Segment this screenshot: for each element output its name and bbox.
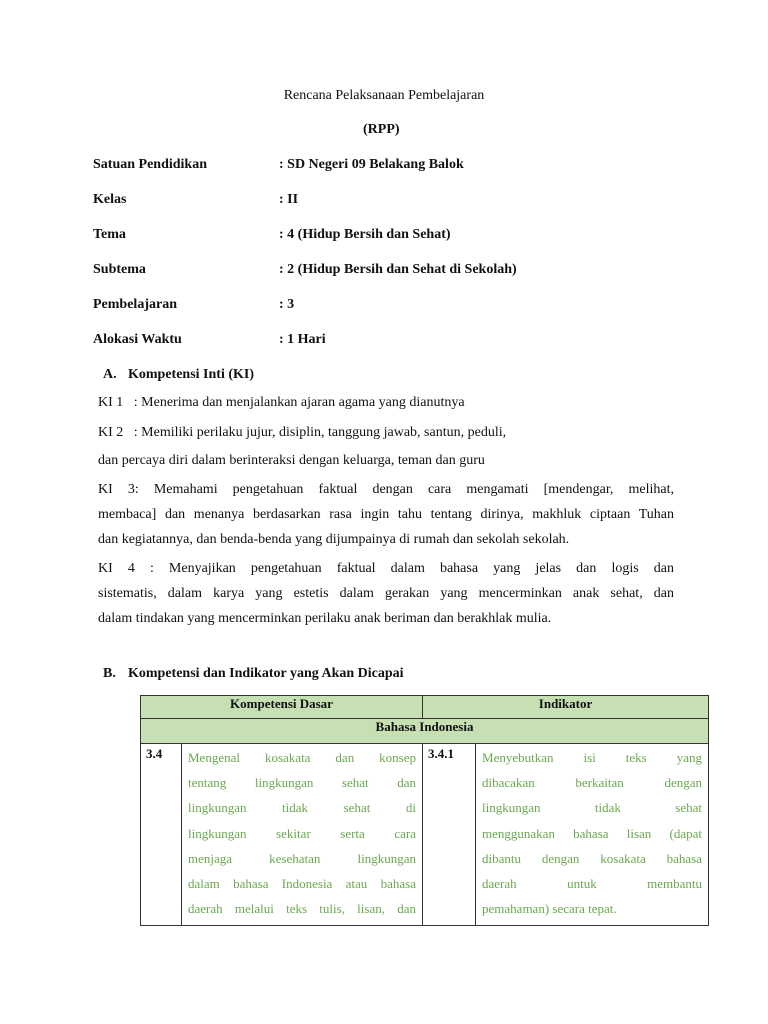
identity-label-tema: Tema: [93, 227, 126, 242]
identity-label-subtema: Subtema: [93, 262, 146, 277]
kd-line: Mengenal kosakata dan konsep: [188, 750, 417, 765]
identity-label-alokasi: Alokasi Waktu: [93, 332, 182, 347]
ki2-line1: KI 2 : Memiliki perilaku jujur, disiplin, tanggung jawab, santun, peduli,: [98, 425, 507, 440]
ki3-line1: KI 3: Memahami pengetahuan faktual dengan cara mengamati [mendengar, melihat,: [98, 482, 674, 497]
table-row: [141, 744, 709, 926]
kd-line: tentang lingkungan sehat dan: [188, 775, 417, 791]
identity-value-satuan: : SD Negeri 09 Belakang Balok: [279, 157, 464, 172]
table-header-row: [141, 696, 709, 719]
identity-label-kelas: Kelas: [93, 192, 127, 207]
document-title: Rencana Pelaksanaan Pembelajaran: [283, 88, 485, 103]
ki4-line2: sistematis, dalam karya yang estetis dalam gerakan yang mencerminkan anak sehat, dan: [98, 586, 674, 601]
identity-value-subtema: : 2 (Hidup Bersih dan Sehat di Sekolah): [279, 262, 517, 277]
indicator-line: menggunakan bahasa lisan (dapat: [482, 825, 703, 841]
section-b-title: Kompetensi dan Indikator yang Akan Dicapai: [128, 666, 404, 681]
ki1-text: KI 1 : Menerima dan menjalankan ajaran agama yang dianutnya: [98, 395, 465, 410]
indicator-line: Menyebutkan isi teks yang: [482, 750, 703, 765]
ki2-line2: dan percaya diri dalam berinteraksi dengan keluarga, teman dan guru: [98, 453, 485, 468]
header-indikator: Indikator: [423, 696, 709, 719]
kd-line: lingkungan tidak sehat di: [188, 800, 417, 816]
section-a-heading: [103, 367, 254, 383]
kd-line: daerah melalui teks tulis, lisan, dan: [188, 901, 417, 917]
ki4-line3: dalam tindakan yang mencerminkan perilaku anak beriman dan berakhlak mulia.: [98, 611, 552, 626]
document-subtitle: (RPP): [363, 122, 400, 137]
indicator-line: dibantu dengan kosakata bahasa: [482, 850, 703, 866]
indicator-number: 3.4.1: [423, 744, 476, 926]
section-a-title: Kompetensi Inti (KI): [128, 367, 254, 382]
kd-line: dalam bahasa Indonesia atau bahasa: [188, 876, 417, 892]
identity-label-pembelajaran: Pembelajaran: [93, 297, 177, 312]
table-subject-row: [141, 719, 709, 744]
subject-bahasa-indonesia: Bahasa Indonesia: [141, 719, 709, 744]
section-b-heading: [103, 666, 404, 682]
competency-table: [140, 695, 709, 926]
identity-value-tema: : 4 (Hidup Bersih dan Sehat): [279, 227, 451, 242]
indicator-line: lingkungan tidak sehat: [482, 800, 703, 816]
indicator-line: daerah untuk membantu: [482, 876, 703, 892]
section-a-marker: A.: [103, 367, 117, 382]
identity-value-kelas: : II: [279, 192, 299, 207]
header-kompetensi-dasar: Kompetensi Dasar: [141, 696, 423, 719]
identity-value-pembelajaran: : 3: [279, 297, 295, 312]
indicator-line: dibacakan berkaitan dengan: [482, 775, 703, 791]
kd-number: 3.4: [141, 744, 182, 926]
ki3-line2: membaca] dan menanya berdasarkan rasa ingin tahu tentang dirinya, makhluk ciptaan Tuhan: [98, 507, 674, 522]
identity-value-alokasi: : 1 Hari: [279, 332, 326, 347]
identity-label-satuan: Satuan Pendidikan: [93, 157, 207, 172]
kd-line: lingkungan sekitar serta cara: [188, 825, 417, 841]
ki3-line3: dan kegiatannya, dan benda-benda yang dijumpainya di rumah dan sekolah sekolah.: [98, 532, 570, 547]
indicator-description: [476, 744, 709, 926]
section-b-marker: B.: [103, 666, 116, 681]
kd-line: menjaga kesehatan lingkungan: [188, 850, 417, 866]
ki4-line1: KI 4 : Menyajikan pengetahuan faktual dalam bahasa yang jelas dan logis dan: [98, 561, 674, 576]
indicator-line: pemahaman) secara tepat.: [482, 901, 617, 917]
kd-description: [182, 744, 423, 926]
